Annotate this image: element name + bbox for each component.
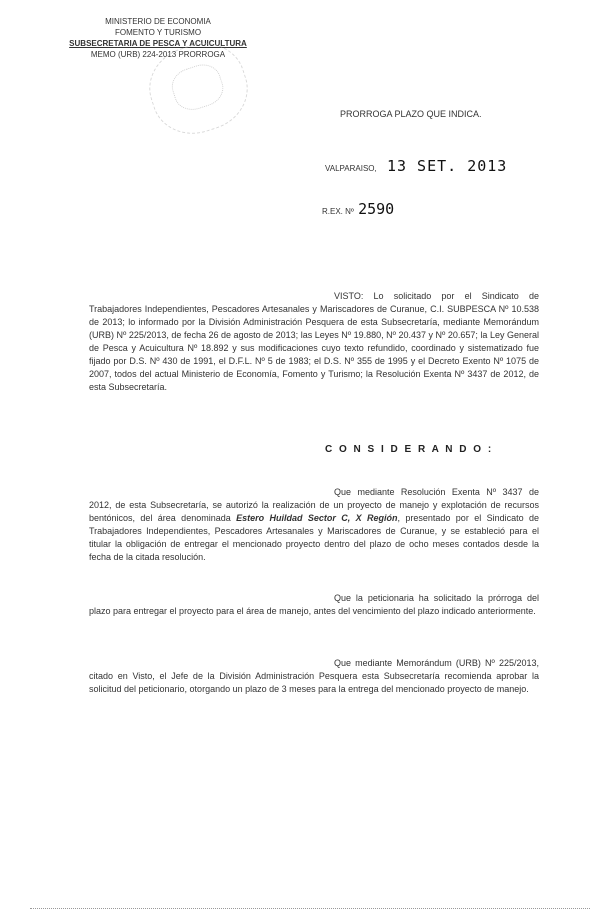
visto-paragraph: VISTO: Lo solicitado por el Sindicato de Trabajadores Independientes, Pescadores Artesanales y Mariscadores de Curanue, C.I. SUBPESCA Nº 10.538 de 2013; lo informado por la División Administración Pesquera de esta Subsecretaría, mediante Memorándum (URB) Nº 225/2013, de fecha 26 de agosto de 2013; las Leyes Nº 19.880, Nº 20.437 y Nº 20.657; la Ley General de Pesca y Acuicultura Nº 18.892 y sus modificaciones cuyo texto refundido, coordinado y sistematizado fue fijado por D.S. Nº 430 de 1991, el D.F.L. Nº 5 de 1983; el D.S. Nº 355 de 1995 y el Decreto Exento Nº 1075 de 2007, todos del actual Ministerio de Economía, Fomento y Turismo; la Resolución Exenta Nº 3437 de 2012, de esta Subsecretaría. — [89, 291, 539, 392]
undersecretariat-name: SUBSECRETARIA DE PESCA Y ACUICULTURA — [69, 39, 247, 48]
resolution-number-label: R.EX. Nº — [322, 207, 354, 216]
ministry-subtitle: FOMENTO Y TURISMO — [114, 28, 202, 37]
memo-reference: MEMO (URB) 224-2013 PRORROGA — [90, 50, 226, 59]
resolution-subject: PRORROGA PLAZO QUE INDICA. — [340, 109, 482, 119]
footer-rule — [30, 908, 590, 909]
ministry-name: MINISTERIO DE ECONOMIA — [105, 17, 211, 26]
date-label: VALPARAISO, — [325, 164, 377, 173]
date-value: 13 SET. 2013 — [386, 157, 508, 175]
resolution-number-line — [322, 200, 394, 218]
date-line — [325, 157, 507, 175]
paragraph-text: , presentado por el Sindicato de Trabajadores Independientes, Pescadores Artesanales y Mariscadores de Curanue, y se estableció para el titular la obligación de entregar el mencionado proyecto dentro del plazo de ocho meses contados desde la fecha de la citada resolución. — [89, 513, 539, 562]
considerando-paragraph-1 — [89, 486, 539, 564]
paragraph-text: Que mediante Resolución Exenta Nº 3437 de 2012, de esta Subsecretaría, se autorizó la realización de un proyecto de manejo y explotación de recursos bentónicos, del área denominada — [89, 487, 539, 523]
considerando-heading: C O N S I D E R A N D O : — [325, 444, 494, 455]
resolution-number: 2590 — [358, 200, 395, 218]
considerando-paragraph-2: Que la peticionaria ha solicitado la prórroga del plazo para entregar el proyecto para el área de manejo, antes del vencimiento del plazo indicado anteriormente. — [89, 593, 539, 616]
considerando-paragraph-3: Que mediante Memorándum (URB) Nº 225/2013, citado en Visto, el Jefe de la División Administración Pesquera esta Subsecretaría recomienda aprobar la solicitud del peticionario, otorgando un plazo de 3 meses para la entrega del mencionado proyecto de manejo. — [89, 658, 539, 694]
area-name: Estero Huildad Sector C, X Región — [236, 513, 398, 523]
